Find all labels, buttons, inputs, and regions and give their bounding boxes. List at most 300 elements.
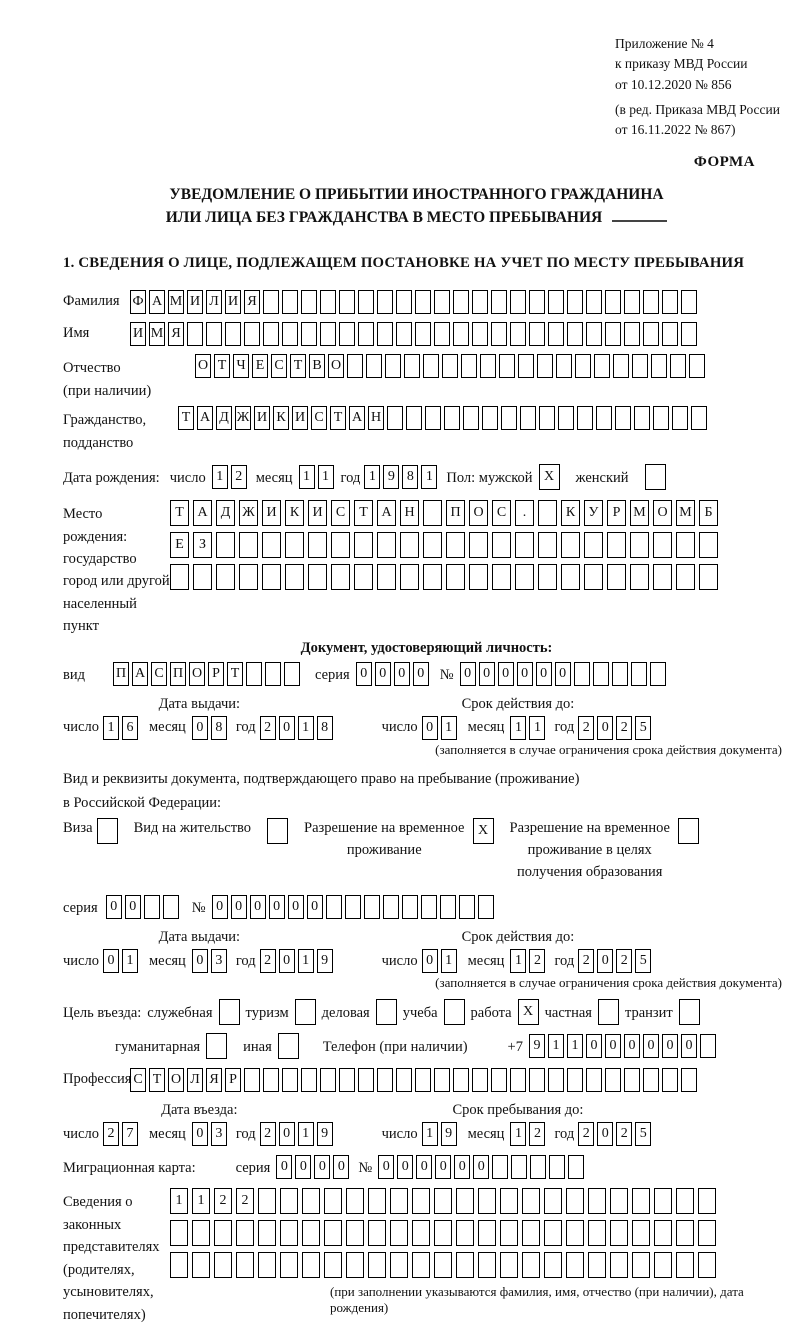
char-cell[interactable] xyxy=(387,406,403,430)
char-cell[interactable] xyxy=(538,564,557,590)
char-cell[interactable] xyxy=(529,290,545,314)
char-cell[interactable]: 1 xyxy=(192,1188,210,1214)
char-cell[interactable]: С xyxy=(151,662,167,686)
char-cell[interactable]: 0 xyxy=(536,662,552,686)
char-cell[interactable]: Я xyxy=(168,322,184,346)
char-cell[interactable] xyxy=(463,406,479,430)
char-cell[interactable]: Т xyxy=(170,500,189,526)
char-cell[interactable] xyxy=(588,1252,606,1278)
char-cell[interactable] xyxy=(577,406,593,430)
char-cell[interactable] xyxy=(588,1188,606,1214)
char-cell[interactable] xyxy=(567,290,583,314)
char-cell[interactable] xyxy=(700,1034,716,1058)
char-cell[interactable] xyxy=(280,1220,298,1246)
char-cell[interactable]: Т xyxy=(354,500,373,526)
char-cell[interactable]: 0 xyxy=(586,1034,602,1058)
char-cell[interactable] xyxy=(280,1252,298,1278)
char-cell[interactable] xyxy=(446,532,465,558)
char-cell[interactable] xyxy=(377,532,396,558)
char-cell[interactable] xyxy=(630,564,649,590)
char-cell[interactable]: 2 xyxy=(616,716,632,740)
char-cell[interactable] xyxy=(654,1188,672,1214)
char-cell[interactable]: 0 xyxy=(624,1034,640,1058)
char-cell[interactable] xyxy=(522,1188,540,1214)
char-cell[interactable]: Ж xyxy=(235,406,251,430)
char-cell[interactable]: 0 xyxy=(460,662,476,686)
char-cell[interactable] xyxy=(567,1068,583,1092)
char-cell[interactable] xyxy=(434,1252,452,1278)
char-cell[interactable] xyxy=(390,1220,408,1246)
char-cell[interactable] xyxy=(500,1252,518,1278)
char-cell[interactable] xyxy=(302,1220,320,1246)
char-cell[interactable]: . xyxy=(515,500,534,526)
char-cell[interactable] xyxy=(681,322,697,346)
char-cell[interactable]: К xyxy=(273,406,289,430)
char-cell[interactable] xyxy=(478,895,494,919)
char-cell[interactable]: И xyxy=(262,500,281,526)
char-cell[interactable]: 0 xyxy=(605,1034,621,1058)
char-cell[interactable] xyxy=(396,290,412,314)
char-cell[interactable] xyxy=(586,1068,602,1092)
char-cell[interactable] xyxy=(558,406,574,430)
char-cell[interactable] xyxy=(650,662,666,686)
char-cell[interactable] xyxy=(632,1220,650,1246)
char-cell[interactable] xyxy=(301,290,317,314)
char-cell[interactable] xyxy=(368,1188,386,1214)
char-cell[interactable] xyxy=(385,354,401,378)
char-cell[interactable] xyxy=(377,1068,393,1092)
char-cell[interactable]: 5 xyxy=(635,716,651,740)
char-cell[interactable]: С xyxy=(311,406,327,430)
char-cell[interactable] xyxy=(320,1068,336,1092)
char-cell[interactable] xyxy=(632,1252,650,1278)
char-cell[interactable] xyxy=(396,1068,412,1092)
char-cell[interactable]: 0 xyxy=(269,895,285,919)
char-cell[interactable] xyxy=(529,1068,545,1092)
char-cell[interactable]: 1 xyxy=(567,1034,583,1058)
char-cell[interactable]: 0 xyxy=(279,949,295,973)
char-cell[interactable] xyxy=(653,532,672,558)
char-cell[interactable] xyxy=(605,1068,621,1092)
char-cell[interactable] xyxy=(354,564,373,590)
char-cell[interactable]: Н xyxy=(400,500,419,526)
purpose-humanitarian-checkbox[interactable] xyxy=(206,1033,227,1059)
char-cell[interactable] xyxy=(624,290,640,314)
char-cell[interactable] xyxy=(653,406,669,430)
char-cell[interactable]: 8 xyxy=(402,465,418,489)
char-cell[interactable] xyxy=(434,322,450,346)
char-cell[interactable] xyxy=(192,1220,210,1246)
char-cell[interactable] xyxy=(366,354,382,378)
char-cell[interactable] xyxy=(624,1068,640,1092)
char-cell[interactable]: 2 xyxy=(529,1122,545,1146)
char-cell[interactable]: М xyxy=(630,500,649,526)
char-cell[interactable] xyxy=(346,1188,364,1214)
char-cell[interactable]: 1 xyxy=(421,465,437,489)
char-cell[interactable]: 2 xyxy=(578,1122,594,1146)
char-cell[interactable]: 2 xyxy=(529,949,545,973)
char-cell[interactable] xyxy=(456,1252,474,1278)
char-cell[interactable]: С xyxy=(492,500,511,526)
char-cell[interactable] xyxy=(453,322,469,346)
char-cell[interactable] xyxy=(263,290,279,314)
char-cell[interactable]: Е xyxy=(252,354,268,378)
char-cell[interactable] xyxy=(491,290,507,314)
char-cell[interactable]: И xyxy=(292,406,308,430)
char-cell[interactable]: 9 xyxy=(383,465,399,489)
char-cell[interactable]: Т xyxy=(290,354,306,378)
char-cell[interactable] xyxy=(320,290,336,314)
char-cell[interactable] xyxy=(339,322,355,346)
char-cell[interactable] xyxy=(216,564,235,590)
char-cell[interactable] xyxy=(566,1188,584,1214)
char-cell[interactable]: 0 xyxy=(378,1155,394,1179)
char-cell[interactable]: 0 xyxy=(454,1155,470,1179)
char-cell[interactable] xyxy=(643,322,659,346)
char-cell[interactable] xyxy=(472,1068,488,1092)
char-cell[interactable] xyxy=(515,564,534,590)
char-cell[interactable] xyxy=(265,662,281,686)
char-cell[interactable] xyxy=(681,290,697,314)
visa-checkbox[interactable] xyxy=(97,818,118,844)
char-cell[interactable] xyxy=(699,564,718,590)
char-cell[interactable]: А xyxy=(377,500,396,526)
char-cell[interactable] xyxy=(302,1188,320,1214)
char-cell[interactable] xyxy=(320,322,336,346)
char-cell[interactable] xyxy=(492,532,511,558)
char-cell[interactable]: 0 xyxy=(279,1122,295,1146)
char-cell[interactable]: Т xyxy=(214,354,230,378)
char-cell[interactable] xyxy=(377,322,393,346)
char-cell[interactable] xyxy=(518,354,534,378)
char-cell[interactable] xyxy=(163,895,179,919)
char-cell[interactable]: 1 xyxy=(170,1188,188,1214)
char-cell[interactable] xyxy=(538,500,557,526)
char-cell[interactable]: 1 xyxy=(299,465,315,489)
char-cell[interactable]: У xyxy=(584,500,603,526)
char-cell[interactable] xyxy=(412,1220,430,1246)
char-cell[interactable]: Я xyxy=(206,1068,222,1092)
char-cell[interactable] xyxy=(339,1068,355,1092)
char-cell[interactable]: 0 xyxy=(192,1122,208,1146)
char-cell[interactable] xyxy=(689,354,705,378)
char-cell[interactable] xyxy=(368,1220,386,1246)
char-cell[interactable]: И xyxy=(130,322,146,346)
char-cell[interactable] xyxy=(548,322,564,346)
char-cell[interactable] xyxy=(354,532,373,558)
char-cell[interactable]: 0 xyxy=(192,949,208,973)
char-cell[interactable] xyxy=(605,290,621,314)
char-cell[interactable] xyxy=(406,406,422,430)
char-cell[interactable]: С xyxy=(271,354,287,378)
char-cell[interactable] xyxy=(499,354,515,378)
char-cell[interactable] xyxy=(691,406,707,430)
char-cell[interactable] xyxy=(472,322,488,346)
char-cell[interactable]: 2 xyxy=(260,1122,276,1146)
char-cell[interactable] xyxy=(544,1220,562,1246)
char-cell[interactable] xyxy=(549,1155,565,1179)
char-cell[interactable] xyxy=(415,290,431,314)
char-cell[interactable] xyxy=(594,354,610,378)
char-cell[interactable] xyxy=(412,1252,430,1278)
char-cell[interactable]: 9 xyxy=(317,949,333,973)
char-cell[interactable] xyxy=(461,354,477,378)
char-cell[interactable] xyxy=(263,322,279,346)
char-cell[interactable] xyxy=(358,290,374,314)
char-cell[interactable]: 1 xyxy=(298,949,314,973)
char-cell[interactable]: 0 xyxy=(643,1034,659,1058)
char-cell[interactable] xyxy=(492,564,511,590)
char-cell[interactable] xyxy=(699,532,718,558)
char-cell[interactable]: Н xyxy=(368,406,384,430)
char-cell[interactable] xyxy=(676,564,695,590)
char-cell[interactable] xyxy=(510,290,526,314)
char-cell[interactable] xyxy=(301,1068,317,1092)
char-cell[interactable] xyxy=(478,1220,496,1246)
char-cell[interactable] xyxy=(345,895,361,919)
sex-male-checkbox[interactable]: X xyxy=(539,464,560,490)
char-cell[interactable]: К xyxy=(561,500,580,526)
char-cell[interactable]: 8 xyxy=(211,716,227,740)
char-cell[interactable]: В xyxy=(309,354,325,378)
char-cell[interactable] xyxy=(364,895,380,919)
char-cell[interactable]: 0 xyxy=(375,662,391,686)
char-cell[interactable]: 1 xyxy=(510,716,526,740)
char-cell[interactable] xyxy=(510,1068,526,1092)
char-cell[interactable] xyxy=(539,406,555,430)
char-cell[interactable]: Я xyxy=(244,290,260,314)
char-cell[interactable] xyxy=(584,564,603,590)
char-cell[interactable] xyxy=(434,290,450,314)
char-cell[interactable] xyxy=(698,1188,716,1214)
char-cell[interactable]: П xyxy=(113,662,129,686)
char-cell[interactable]: 2 xyxy=(260,949,276,973)
char-cell[interactable] xyxy=(478,1252,496,1278)
char-cell[interactable] xyxy=(415,322,431,346)
char-cell[interactable]: К xyxy=(285,500,304,526)
char-cell[interactable]: 0 xyxy=(479,662,495,686)
char-cell[interactable] xyxy=(412,1188,430,1214)
char-cell[interactable]: С xyxy=(331,500,350,526)
char-cell[interactable] xyxy=(453,290,469,314)
char-cell[interactable] xyxy=(346,1220,364,1246)
char-cell[interactable] xyxy=(258,1252,276,1278)
char-cell[interactable] xyxy=(698,1252,716,1278)
char-cell[interactable] xyxy=(588,1220,606,1246)
char-cell[interactable]: 0 xyxy=(314,1155,330,1179)
char-cell[interactable] xyxy=(390,1252,408,1278)
char-cell[interactable] xyxy=(193,564,212,590)
char-cell[interactable]: А xyxy=(193,500,212,526)
char-cell[interactable] xyxy=(631,662,647,686)
char-cell[interactable] xyxy=(653,564,672,590)
char-cell[interactable] xyxy=(605,322,621,346)
char-cell[interactable] xyxy=(676,1220,694,1246)
char-cell[interactable] xyxy=(324,1252,342,1278)
char-cell[interactable] xyxy=(672,406,688,430)
char-cell[interactable] xyxy=(566,1220,584,1246)
char-cell[interactable] xyxy=(444,406,460,430)
char-cell[interactable]: 0 xyxy=(435,1155,451,1179)
char-cell[interactable] xyxy=(421,895,437,919)
char-cell[interactable] xyxy=(613,354,629,378)
char-cell[interactable] xyxy=(522,1220,540,1246)
char-cell[interactable]: 2 xyxy=(578,716,594,740)
char-cell[interactable]: 1 xyxy=(548,1034,564,1058)
char-cell[interactable]: 0 xyxy=(422,949,438,973)
char-cell[interactable] xyxy=(258,1188,276,1214)
char-cell[interactable]: Р xyxy=(607,500,626,526)
char-cell[interactable] xyxy=(423,354,439,378)
char-cell[interactable] xyxy=(285,532,304,558)
char-cell[interactable] xyxy=(239,532,258,558)
char-cell[interactable]: М xyxy=(149,322,165,346)
char-cell[interactable]: А xyxy=(132,662,148,686)
char-cell[interactable] xyxy=(368,1252,386,1278)
char-cell[interactable]: 1 xyxy=(212,465,228,489)
char-cell[interactable]: 1 xyxy=(529,716,545,740)
char-cell[interactable] xyxy=(612,662,628,686)
char-cell[interactable]: И xyxy=(308,500,327,526)
char-cell[interactable] xyxy=(170,564,189,590)
char-cell[interactable] xyxy=(415,1068,431,1092)
char-cell[interactable]: 2 xyxy=(578,949,594,973)
char-cell[interactable]: О xyxy=(469,500,488,526)
char-cell[interactable] xyxy=(285,564,304,590)
char-cell[interactable] xyxy=(511,1155,527,1179)
char-cell[interactable] xyxy=(282,290,298,314)
char-cell[interactable] xyxy=(423,500,442,526)
char-cell[interactable]: 0 xyxy=(422,716,438,740)
char-cell[interactable] xyxy=(624,322,640,346)
char-cell[interactable] xyxy=(301,322,317,346)
char-cell[interactable] xyxy=(530,1155,546,1179)
char-cell[interactable]: 0 xyxy=(473,1155,489,1179)
char-cell[interactable] xyxy=(214,1252,232,1278)
char-cell[interactable]: М xyxy=(676,500,695,526)
char-cell[interactable]: З xyxy=(193,532,212,558)
char-cell[interactable]: О xyxy=(168,1068,184,1092)
char-cell[interactable] xyxy=(568,1155,584,1179)
char-cell[interactable] xyxy=(500,1188,518,1214)
char-cell[interactable] xyxy=(187,322,203,346)
char-cell[interactable] xyxy=(651,354,667,378)
char-cell[interactable] xyxy=(206,322,222,346)
char-cell[interactable] xyxy=(262,532,281,558)
char-cell[interactable] xyxy=(586,290,602,314)
char-cell[interactable] xyxy=(586,322,602,346)
char-cell[interactable] xyxy=(698,1220,716,1246)
char-cell[interactable]: 2 xyxy=(214,1188,232,1214)
temp-residence-checkbox[interactable]: X xyxy=(473,818,494,844)
char-cell[interactable]: О xyxy=(653,500,672,526)
char-cell[interactable]: 2 xyxy=(260,716,276,740)
char-cell[interactable]: Т xyxy=(149,1068,165,1092)
char-cell[interactable] xyxy=(662,1068,678,1092)
char-cell[interactable] xyxy=(632,1188,650,1214)
char-cell[interactable] xyxy=(670,354,686,378)
char-cell[interactable]: 2 xyxy=(236,1188,254,1214)
char-cell[interactable]: 7 xyxy=(122,1122,138,1146)
purpose-business-checkbox[interactable] xyxy=(376,999,397,1025)
char-cell[interactable]: 1 xyxy=(122,949,138,973)
char-cell[interactable]: 1 xyxy=(510,949,526,973)
char-cell[interactable] xyxy=(434,1068,450,1092)
char-cell[interactable] xyxy=(282,322,298,346)
char-cell[interactable] xyxy=(440,895,456,919)
purpose-tourism-checkbox[interactable] xyxy=(295,999,316,1025)
char-cell[interactable]: 3 xyxy=(211,949,227,973)
char-cell[interactable] xyxy=(144,895,160,919)
char-cell[interactable]: 1 xyxy=(298,1122,314,1146)
char-cell[interactable] xyxy=(584,532,603,558)
char-cell[interactable]: 1 xyxy=(364,465,380,489)
char-cell[interactable] xyxy=(456,1220,474,1246)
char-cell[interactable] xyxy=(324,1220,342,1246)
char-cell[interactable] xyxy=(446,564,465,590)
char-cell[interactable] xyxy=(459,895,475,919)
char-cell[interactable] xyxy=(480,354,496,378)
char-cell[interactable] xyxy=(472,290,488,314)
char-cell[interactable]: 0 xyxy=(250,895,266,919)
sex-female-checkbox[interactable] xyxy=(645,464,666,490)
char-cell[interactable] xyxy=(607,564,626,590)
temp-residence-education-checkbox[interactable] xyxy=(678,818,699,844)
char-cell[interactable] xyxy=(258,1220,276,1246)
char-cell[interactable] xyxy=(326,895,342,919)
char-cell[interactable]: Ф xyxy=(130,290,146,314)
char-cell[interactable]: И xyxy=(225,290,241,314)
char-cell[interactable]: 9 xyxy=(317,1122,333,1146)
char-cell[interactable] xyxy=(491,1068,507,1092)
char-cell[interactable]: А xyxy=(349,406,365,430)
char-cell[interactable]: 0 xyxy=(212,895,228,919)
char-cell[interactable] xyxy=(331,564,350,590)
char-cell[interactable] xyxy=(501,406,517,430)
char-cell[interactable] xyxy=(244,322,260,346)
char-cell[interactable] xyxy=(593,662,609,686)
char-cell[interactable] xyxy=(346,1252,364,1278)
char-cell[interactable] xyxy=(170,1220,188,1246)
char-cell[interactable] xyxy=(575,354,591,378)
char-cell[interactable] xyxy=(643,1068,659,1092)
char-cell[interactable]: П xyxy=(170,662,186,686)
char-cell[interactable] xyxy=(170,1252,188,1278)
purpose-work-checkbox[interactable]: X xyxy=(518,999,539,1025)
char-cell[interactable] xyxy=(284,662,300,686)
char-cell[interactable] xyxy=(456,1188,474,1214)
char-cell[interactable]: 1 xyxy=(422,1122,438,1146)
char-cell[interactable] xyxy=(402,895,418,919)
char-cell[interactable]: 0 xyxy=(276,1155,292,1179)
char-cell[interactable]: 0 xyxy=(413,662,429,686)
char-cell[interactable]: П xyxy=(446,500,465,526)
char-cell[interactable]: А xyxy=(149,290,165,314)
char-cell[interactable] xyxy=(236,1252,254,1278)
char-cell[interactable]: 5 xyxy=(635,1122,651,1146)
char-cell[interactable]: 0 xyxy=(125,895,141,919)
char-cell[interactable] xyxy=(469,532,488,558)
char-cell[interactable]: 0 xyxy=(597,716,613,740)
char-cell[interactable] xyxy=(347,354,363,378)
char-cell[interactable]: Д xyxy=(216,500,235,526)
char-cell[interactable] xyxy=(482,406,498,430)
char-cell[interactable]: 0 xyxy=(681,1034,697,1058)
char-cell[interactable] xyxy=(520,406,536,430)
char-cell[interactable] xyxy=(634,406,650,430)
char-cell[interactable]: 0 xyxy=(356,662,372,686)
char-cell[interactable]: Т xyxy=(330,406,346,430)
